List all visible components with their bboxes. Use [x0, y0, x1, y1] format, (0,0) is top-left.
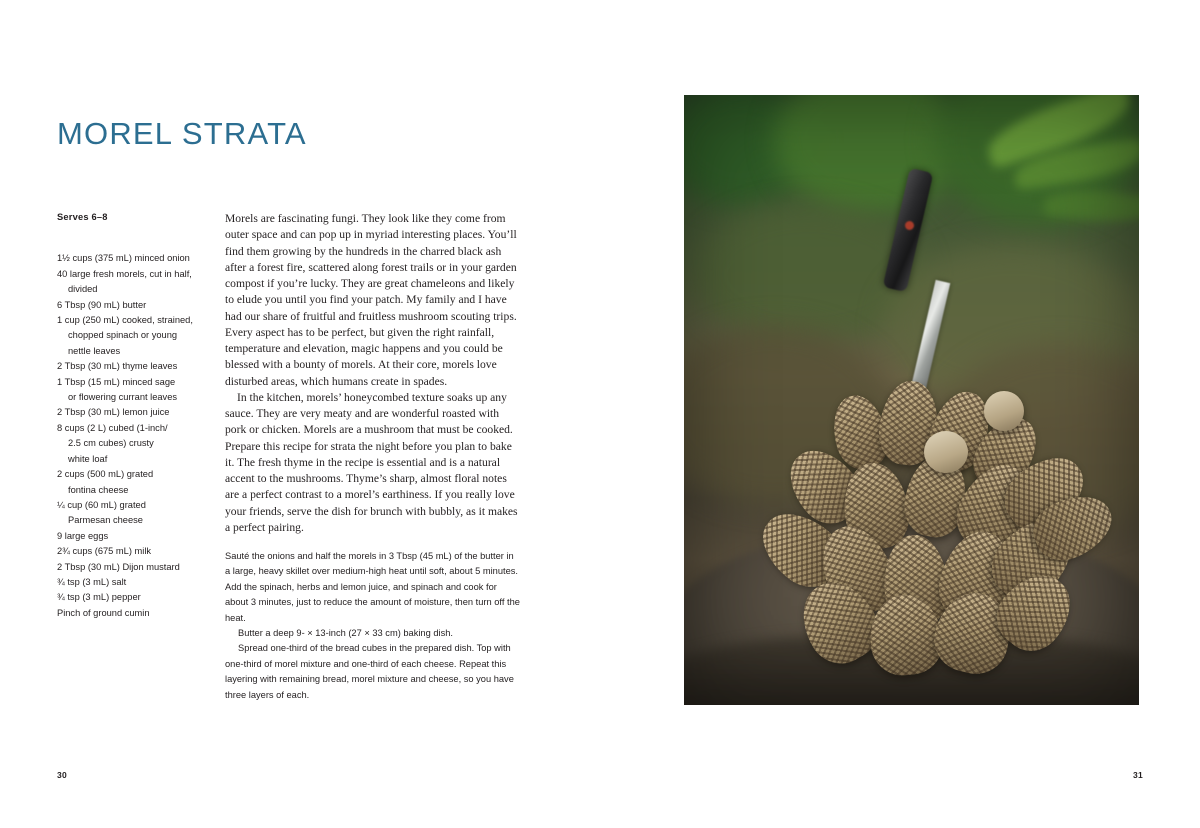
ingredient-text: 40 large fresh morels, cut in half,	[57, 268, 192, 279]
morel-mushroom	[924, 431, 968, 473]
morel-mushroom	[984, 391, 1024, 431]
ingredient-text: 2 Tbsp (30 mL) Dijon mustard	[57, 561, 180, 572]
list-item	[57, 328, 205, 343]
ingredient-text: 2.5 cm cubes) crusty	[68, 438, 154, 449]
ingredient-text: chopped spinach or young	[68, 330, 178, 341]
ingredient-text: 8 cups (2 L) cubed (1-inch/	[57, 422, 168, 433]
ingredient-text: or flowering currant leaves	[68, 392, 178, 403]
ingredient-text: Pinch of ground cumin	[57, 607, 150, 618]
list-item	[57, 560, 205, 575]
ingredient-text: 1 cup (250 mL) cooked, strained,	[57, 315, 193, 326]
list-item	[57, 483, 205, 498]
ingredient-text: fontina cheese	[68, 484, 129, 495]
ingredient-text: 9 large eggs	[57, 530, 109, 541]
list-item	[57, 405, 205, 420]
headnote-paragraph: Morels are fascinating fungi. They look like they come from outer space and can pop up in myriad interesting places. You’ll find them growing by the hundreds in the charred black ash after a forest fire, scattered along forest trails or in your garden compost if you’re lucky. They are great chameleons and likely to elude you until you find your patch. My family and I have had our share of fruitful and fruitless mushroom scouting trips. Every aspect has to be perfect, but given the right rainfall, temperature and elevation, magic happens and you could be blessed with a bounty of morels. At their core, morels love disturbed areas, which humans create in spades.	[225, 212, 517, 388]
page-number-right: 31	[1132, 770, 1143, 780]
ingredient-text: divided	[68, 284, 98, 295]
list-item	[57, 498, 205, 513]
ingredient-text: 1½ cups (375 mL) minced onion	[57, 253, 190, 264]
list-item	[57, 529, 205, 544]
ingredient-text: 2¾ cups (675 mL) milk	[57, 546, 152, 557]
ingredient-text: 1 Tbsp (15 mL) minced sage	[57, 376, 176, 387]
method-paragraph: Spread one-third of the bread cubes in the prepared dish. Top with one-third of morel mixture and one-third of each cheese. Repeat this layering with remaining bread, morel mixture and cheese, so you have three layers of each.	[225, 643, 514, 700]
ingredients-list	[57, 251, 205, 621]
list-item	[57, 452, 205, 467]
list-item	[57, 513, 205, 528]
list-item	[57, 590, 205, 605]
ingredient-text: ¾ tsp (3 mL) pepper	[57, 592, 141, 603]
list-item	[57, 375, 205, 390]
ingredient-text: nettle leaves	[68, 345, 121, 356]
method-paragraph: Sauté the onions and half the morels in 3 Tbsp (45 mL) of the butter in a large, heavy skillet over medium-high heat until soft, about 5 minutes. Add the spinach, herbs and lemon juice, and spinach and cook for about 3 minutes, just to reduce the amount of moisture, then turn off the heat.	[225, 551, 520, 623]
list-item	[57, 344, 205, 359]
page-number-left: 30	[57, 770, 68, 780]
right-page	[600, 0, 1200, 828]
headnote-column	[225, 211, 520, 536]
ingredient-text: 2 cups (500 mL) grated	[57, 469, 154, 480]
ingredient-text: 2 Tbsp (30 mL) thyme leaves	[57, 361, 178, 372]
ingredient-text: Parmesan cheese	[68, 515, 143, 526]
ingredients-column	[57, 210, 205, 621]
ingredient-text: ¾ tsp (3 mL) salt	[57, 576, 127, 587]
list-item	[57, 390, 205, 405]
list-item	[57, 436, 205, 451]
ingredient-text: 6 Tbsp (90 mL) butter	[57, 299, 147, 310]
list-item	[57, 282, 205, 297]
list-item	[57, 313, 205, 328]
list-item	[57, 467, 205, 482]
ingredient-text: ¼ cup (60 mL) grated	[57, 499, 146, 510]
method-column	[225, 549, 520, 703]
list-item	[57, 298, 205, 313]
page-title: MOREL STRATA	[57, 115, 307, 151]
list-item	[57, 544, 205, 559]
serves-label: Serves 6–8	[57, 212, 108, 222]
ingredient-text: white loaf	[68, 453, 108, 464]
list-item	[57, 267, 205, 282]
list-item	[57, 251, 205, 266]
ingredient-text: 2 Tbsp (30 mL) lemon juice	[57, 407, 170, 418]
method-paragraph: Butter a deep 9- × 13-inch (27 × 33 cm) baking dish.	[238, 628, 453, 639]
morel-photo	[684, 95, 1139, 705]
list-item	[57, 575, 205, 590]
list-item	[57, 359, 205, 374]
list-item	[57, 421, 205, 436]
list-item	[57, 606, 205, 621]
headnote-paragraph: In the kitchen, morels’ honeycombed texture soaks up any sauce. They are very meaty and are wonderful roasted with pork or chicken. Morels are a mushroom that must be cooked. Prepare this recipe for strata the night before you plan to bake it. The fresh thyme in the recipe is essential and is a natural accent to the mushrooms. Thyme’s sharp, almost floral notes are a perfect contrast to a morel’s earthiness. If you really love your friends, serve the dish for brunch with bubbly, as it makes a perfect pairing.	[225, 390, 518, 534]
